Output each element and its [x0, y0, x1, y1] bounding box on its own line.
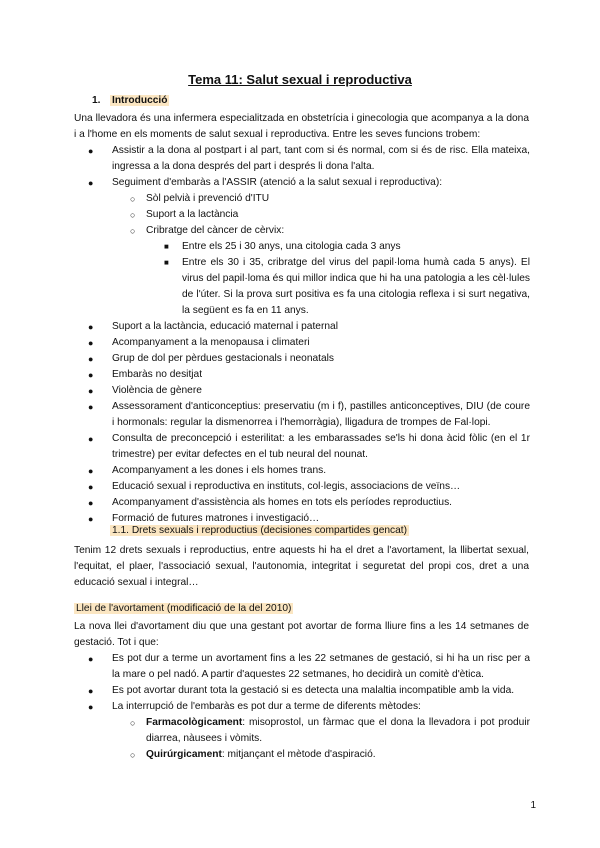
list-item	[88, 399, 530, 431]
intro-paragraph: Una llevadora és una infermera especialitzada en obstetrícia i ginecologia que acompanya a la dona i a l'home en els moments de salut sexual i reproductiva. Entre les seves funcions trobem:	[74, 113, 529, 140]
bullet-marker: ●	[88, 466, 94, 476]
sub-list-item	[130, 747, 530, 763]
list-item-text: Assessorament d'anticonceptius: preservatiu (m i f), pastilles anticonceptives, DIU (de coure i hormonals: regular la dismenorrea i l'hemorràgia), lligadura de trompes de Fal·lopi.	[112, 401, 530, 428]
list-item	[88, 479, 530, 495]
list-item-text: Suport a la lactància, educació maternal i paternal	[112, 321, 338, 332]
list-item	[88, 319, 530, 335]
list-item-text: Seguiment d'embaràs a l'ASSIR (atenció a la salut sexual i reproductiva):	[112, 177, 443, 188]
sub-sub-list-item-text: Entre els 25 i 30 anys, una citologia cada 3 anys	[182, 241, 401, 252]
sub-list-item-text: Cribratge del càncer de cèrvix:	[146, 225, 285, 236]
bullet-marker: ●	[88, 434, 94, 444]
list-item-text: Embaràs no desitjat	[112, 369, 203, 380]
list-item-text: Acompanyament a la menopausa i climateri	[112, 337, 310, 348]
sub-sub-list-item-text: Entre els 30 i 35, cribratge del virus del papil·loma humà cada 5 anys). El virus del papil·loma és qui millor indica que hi ha una patologia a les cèl·lules de l'úter. Si la prova surt positiva es fa una citologia reflexa i si surt negativa, la següent es fa en 11 anys.	[182, 257, 530, 316]
list-item	[88, 367, 530, 383]
lei-heading-text: Llei de l'avortament (modificació de la del 2010)	[76, 603, 292, 614]
section-label: Introducció	[112, 95, 168, 106]
bullet-marker: ●	[88, 686, 94, 696]
circle-marker: ○	[130, 210, 136, 220]
bullet-marker: ●	[88, 370, 94, 380]
list-item-text: Assistir a la dona al postpart i al part, tant com si és normal, com si és de risc. Ella mateixa, ingressa a la dona després del part i després li dona l'alta.	[112, 145, 530, 172]
method-term: Quirúrgicament	[146, 749, 222, 760]
method-desc: : mitjançant el mètode d'aspiració.	[221, 749, 376, 760]
section-number: 1.	[92, 95, 101, 106]
list-item-text: Es pot avortar durant tota la gestació si es detecta una malaltia incompatible amb la vida.	[112, 685, 515, 696]
bullet-marker: ●	[88, 178, 94, 188]
bullet-marker: ●	[88, 146, 94, 156]
list-item	[88, 495, 530, 511]
sub-list-item	[130, 207, 530, 223]
page-title: Tema 11: Salut sexual i reproductiva	[188, 72, 412, 87]
bullet-marker: ●	[88, 402, 94, 412]
list-item	[88, 699, 530, 715]
bullet-marker: ●	[88, 514, 94, 524]
subsection-heading-drets	[110, 525, 409, 536]
square-marker: ■	[164, 258, 169, 267]
list-item	[88, 383, 530, 399]
list-item	[88, 651, 530, 683]
method-desc: : misoprostol, un fàrmac que el dona la llevadora i pot produir diarrea, nàusees i vòmits.	[146, 717, 530, 744]
method-term: Farmacològicament	[146, 717, 243, 728]
sub-list-item-text: Suport a la lactància	[146, 209, 239, 220]
list-item	[88, 431, 530, 463]
circle-marker: ○	[130, 194, 136, 204]
sub-sub-list-item	[164, 239, 530, 255]
sub-sub-list-item	[164, 255, 530, 319]
square-marker: ■	[164, 242, 169, 251]
bullet-marker: ●	[88, 654, 94, 664]
list-item	[88, 175, 530, 191]
list-item-text: Acompanyament d'assistència als homes en tots els períodes reproductius.	[112, 497, 453, 508]
list-item-text: Acompanyament a les dones i els homes trans.	[112, 465, 327, 476]
bullet-marker: ●	[88, 702, 94, 712]
lei-heading	[74, 603, 293, 614]
circle-marker: ○	[130, 718, 136, 728]
list-item-text: Educació sexual i reproductiva en instituts, col·legis, associacions de veïns…	[112, 481, 461, 492]
list-item-text: Violència de gènere	[112, 385, 202, 396]
list-item-text: Consulta de preconcepció i esterilitat: a les embarassades se'ls hi dona àcid fòlic (en el 1r trimestre) per evitar defectes en el tub neural del nounat.	[112, 433, 530, 460]
circle-marker: ○	[130, 750, 136, 760]
bullet-marker: ●	[88, 498, 94, 508]
list-item	[88, 463, 530, 479]
drets-paragraph: Tenim 12 drets sexuals i reproductius, entre aquests hi ha el dret a l'avortament, la llibertat sexual, l'equitat, el plaer, l'associació sexual, l'autonomia, integritat i seguretat del propi cos, dret a una educació sexual i integral…	[74, 545, 529, 588]
bullet-marker: ●	[88, 482, 94, 492]
bullet-marker: ●	[88, 386, 94, 396]
lei-paragraph: La nova llei d'avortament diu que una gestant pot avortar de forma lliure fins a les 14 setmanes de gestació. Tot i que:	[74, 621, 529, 648]
list-item-text: Grup de dol per pèrdues gestacionals i neonatals	[112, 353, 335, 364]
bullet-marker: ●	[88, 322, 94, 332]
list-item-text: Formació de futures matrones i investigació…	[112, 513, 320, 524]
list-item	[88, 335, 530, 351]
sub-list-item	[130, 191, 530, 207]
list-item	[88, 351, 530, 367]
page-number: 1	[530, 800, 536, 811]
bullet-marker: ●	[88, 338, 94, 348]
subsection-heading-text: 1.1. Drets sexuals i reproductius (decisiones compartides gencat)	[112, 525, 408, 536]
sub-list-item	[130, 223, 530, 239]
sub-list-item-text: Sòl pelvià i prevenció d'ITU	[146, 193, 270, 204]
section-heading-introduccio	[92, 95, 169, 106]
list-item-text: Es pot dur a terme un avortament fins a les 22 setmanes de gestació, si hi ha un risc per a la mare o pel nadó. A partir d'aquestes 22 setmanes, ho decidirà un comitè d'ètica.	[112, 653, 530, 680]
circle-marker: ○	[130, 226, 136, 236]
bullet-marker: ●	[88, 354, 94, 364]
list-item	[88, 683, 530, 699]
list-item-text: La interrupció de l'embaràs es pot dur a terme de diferents mètodes:	[112, 701, 421, 712]
list-item	[88, 143, 530, 175]
sub-list-item	[130, 715, 530, 747]
